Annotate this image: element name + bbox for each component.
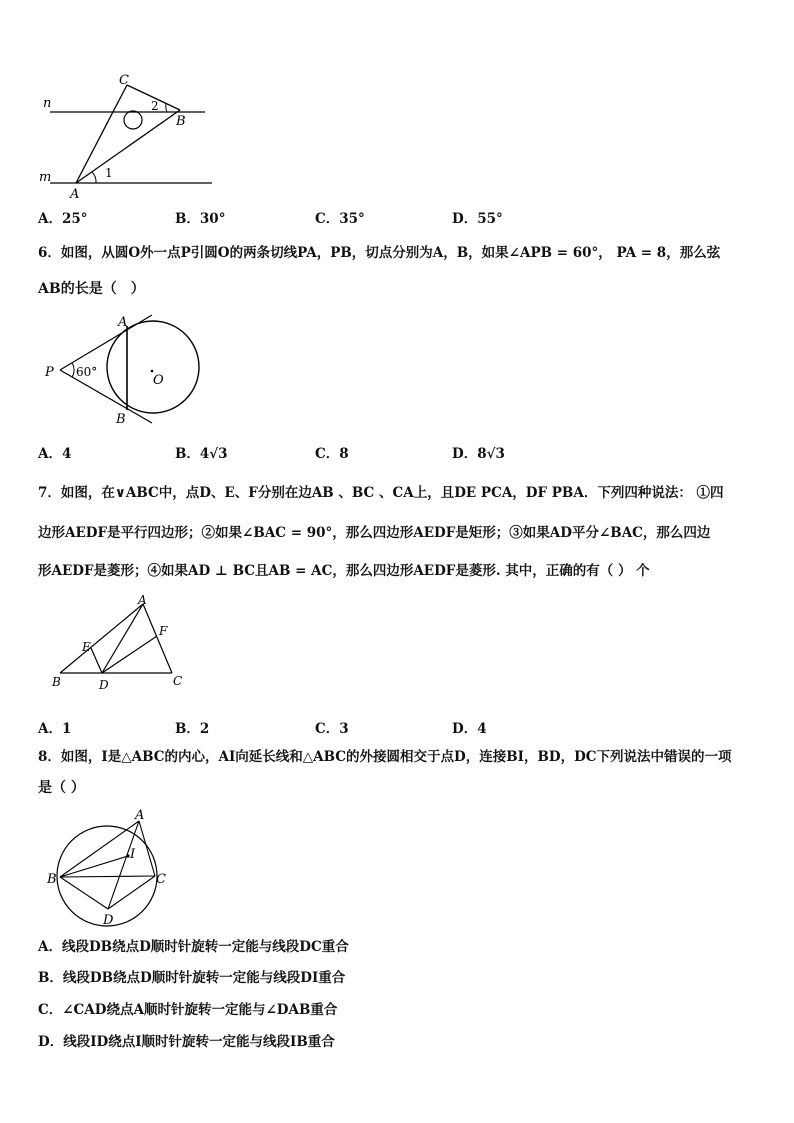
segment-ED (91, 648, 102, 673)
q7-option-a: A．1 (38, 721, 72, 737)
label-B: B (116, 412, 126, 427)
label-P: P (45, 365, 54, 380)
label-A: A (135, 808, 145, 823)
q6-option-a: A．4 (38, 446, 72, 462)
segment-AD (108, 821, 139, 909)
segment-AB (76, 110, 180, 183)
q7-text-line3: 形AEDF是菱形；④如果AD ⊥ BC且AB = AC，那么四边形AEDF是菱形. 其中，正确的有（ ） 个 (38, 563, 650, 579)
label-C: C (156, 872, 166, 887)
q5-option-b: B．30° (175, 211, 226, 227)
q7-figure (45, 592, 195, 692)
label-B: B (176, 114, 186, 129)
angle-1-arc (92, 172, 96, 183)
segment-AD (102, 604, 143, 673)
label-B: B (47, 872, 57, 887)
q8-option-d: D．线段ID绕点I顺时针旋转一定能与线段IB重合 (38, 1034, 335, 1050)
q7-text-line2: 边形AEDF是平行四边形；②如果∠BAC = 90°，那么四边形AEDF是矩形；③如果AD平分∠BAC，那么四边 (38, 525, 711, 541)
label-O: O (153, 373, 164, 388)
tangent-PA (60, 315, 152, 370)
segment-BI (60, 856, 128, 877)
q8-figure (42, 806, 182, 931)
q6-text-line1: 6．如图，从圆O外一点P引圆O的两条切线PA，PB，切点分别为A，B，如果∠APB = 60°， PA = 8，那么弦 (38, 245, 721, 261)
q5-option-d: D．55° (452, 211, 503, 227)
q7-text-line1: 7．如图，在∨ABC中，点D、E、F分别在边AB 、BC 、CA上，且DE PCA，DF PBA．下列四种说法： ①四 (38, 485, 724, 501)
label-n: n (43, 96, 52, 111)
label-angle-1: 1 (105, 166, 113, 180)
q5-option-a: A．25° (38, 211, 88, 227)
label-C: C (173, 674, 183, 688)
q5-figure (30, 70, 220, 205)
circle-O (107, 321, 199, 413)
q7-option-d: D．4 (452, 721, 487, 737)
label-angle-2: 2 (151, 99, 159, 113)
segment-BC (60, 876, 155, 877)
right-angle-circle (124, 111, 142, 129)
label-A: A (138, 593, 147, 607)
label-C: C (119, 73, 129, 88)
angle-arc (72, 363, 74, 377)
q6-option-c: C．8 (315, 446, 349, 462)
label-E: E (82, 640, 91, 654)
q6-text-line2: AB的长是（ ） (38, 281, 145, 297)
label-D: D (103, 913, 114, 928)
segment-AC (139, 821, 155, 876)
label-I: I (130, 847, 136, 862)
segment-AC (143, 604, 172, 673)
q6-figure (38, 310, 218, 430)
segment-AB (60, 821, 139, 877)
q8-text-line2: 是（ ） (38, 780, 85, 796)
label-B: B (52, 675, 61, 689)
segment-BD (60, 877, 108, 909)
q8-option-c: C．∠CAD绕点A顺时针旋转一定能与∠DAB重合 (38, 1002, 338, 1018)
center-point (151, 370, 154, 373)
label-m: m (39, 170, 52, 185)
q7-option-b: B．2 (175, 721, 210, 737)
angle-2-arc (166, 104, 167, 112)
segment-BA (60, 604, 143, 673)
tangent-PB (60, 370, 152, 423)
segment-DF (102, 636, 157, 673)
q6-option-d: D．8√3 (452, 446, 505, 462)
q5-option-c: C．35° (315, 211, 365, 227)
segment-AC (76, 85, 127, 183)
q7-option-c: C．3 (315, 721, 349, 737)
label-F: F (159, 624, 168, 638)
q6-option-b: B．4√3 (175, 446, 228, 462)
label-D: D (99, 678, 109, 692)
q8-text-line1: 8．如图，I是△ABC的内心，AI向延长线和△ABC的外接圆相交于点D，连接BI，BD，DC下列说法中错误的一项 (38, 749, 732, 765)
label-angle: 60° (76, 365, 98, 379)
q8-option-a: A．线段DB绕点D顺时针旋转一定能与线段DC重合 (38, 939, 349, 955)
label-A: A (118, 315, 128, 330)
label-A: A (70, 187, 80, 202)
q8-option-b: B．线段DB绕点D顺时针旋转一定能与线段DI重合 (38, 970, 346, 986)
